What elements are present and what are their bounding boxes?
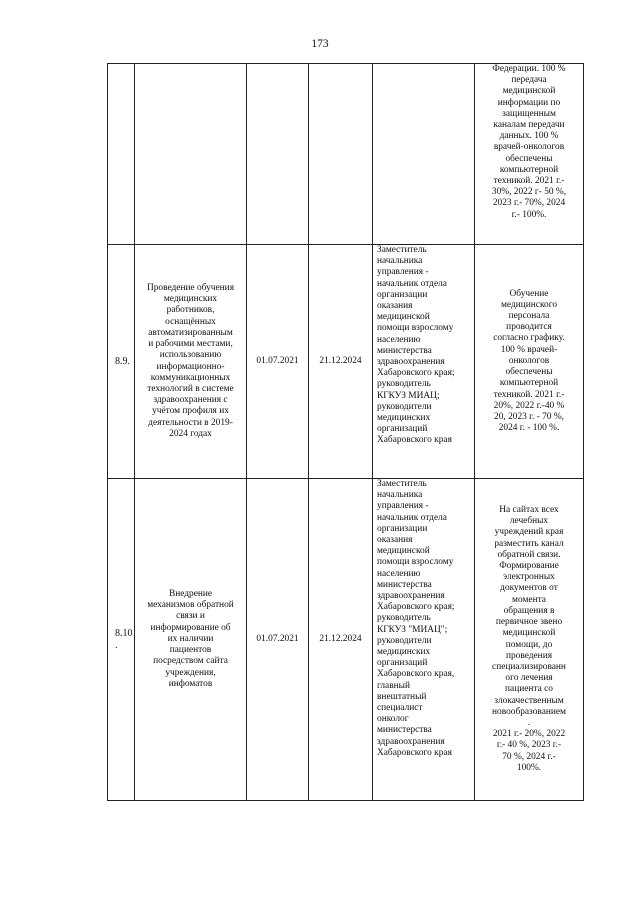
result-cell: Федерации. 100 % передача медицинской информации по защищенным каналам передачи данных. 100 % врачей-онкологов обеспечены компьютерной техникой. 2021 г.- 30%, 2022 г- 50 %, 2023 г.- 70%, 2024 г.- 100%. <box>475 64 584 245</box>
responsible-cell: Заместитель начальника управления - начальник отдела организации оказания медицинской помощи взрослому населению министерства здравоохранения Хабаровского края; руководитель КГКУЗ МИАЦ; руководители медицинских организаций Хабаровского края <box>373 245 475 479</box>
row-number-cell <box>108 64 135 245</box>
activity-cell: Внедрение механизмов обратной связи и информирование об их наличии пациентов посредством сайта учреждения, инфоматов <box>135 479 247 801</box>
start-date-cell: 01.07.2021 <box>247 245 309 479</box>
responsible-cell: Заместитель начальника управления - начальник отдела организации оказания медицинской помощи взрослому населению министерства здравоохранения Хабаровского края; руководитель КГКУЗ "МИАЦ"; руководители медицинских организаций Хабаровского края, главный внештатный специалист онколог министерства здравоохранения Хабаровского края <box>373 479 475 801</box>
activity-cell <box>135 64 247 245</box>
end-date-cell: 21.12.2024 <box>309 479 373 801</box>
table-row <box>108 245 584 479</box>
row-number-cell: 8.10 . <box>108 479 135 801</box>
responsible-cell <box>373 64 475 245</box>
activity-table <box>107 63 584 801</box>
start-date-cell <box>247 64 309 245</box>
activity-cell: Проведение обучения медицинских работников, оснащённых автоматизированным и рабочими местами, использованию информационно- коммуникационных технологий в системе здравоохранения с учётом профиля их деятельности в 2019- 2024 годах <box>135 245 247 479</box>
end-date-cell <box>309 64 373 245</box>
row-number-cell: 8.9. <box>108 245 135 479</box>
table-row <box>108 479 584 801</box>
page-number: 173 <box>311 38 329 50</box>
result-cell: Обучение медицинского персонала проводится согласно графику. 100 % врачей- онкологов обеспечены компьютерной техникой. 2021 г.- 20%, 2022 г.-40 % 20, 2023 г. - 70 %, 2024 г. - 100 %. <box>475 245 584 479</box>
table-row <box>108 64 584 245</box>
end-date-cell: 21.12.2024 <box>309 245 373 479</box>
start-date-cell: 01.07.2021 <box>247 479 309 801</box>
result-cell: На сайтах всех лечебных учреждений края разместить канал обратной связи. Формирование электронных документов от момента обращения в первичное звено медицинской помощи, до проведения специализированн ого лечения пациента со злокачественным новообразованием . 2021 г.- 20%, 2022 г.- 40 %, 2023 г.- 70 %, 2024 г.- 100%. <box>475 479 584 801</box>
